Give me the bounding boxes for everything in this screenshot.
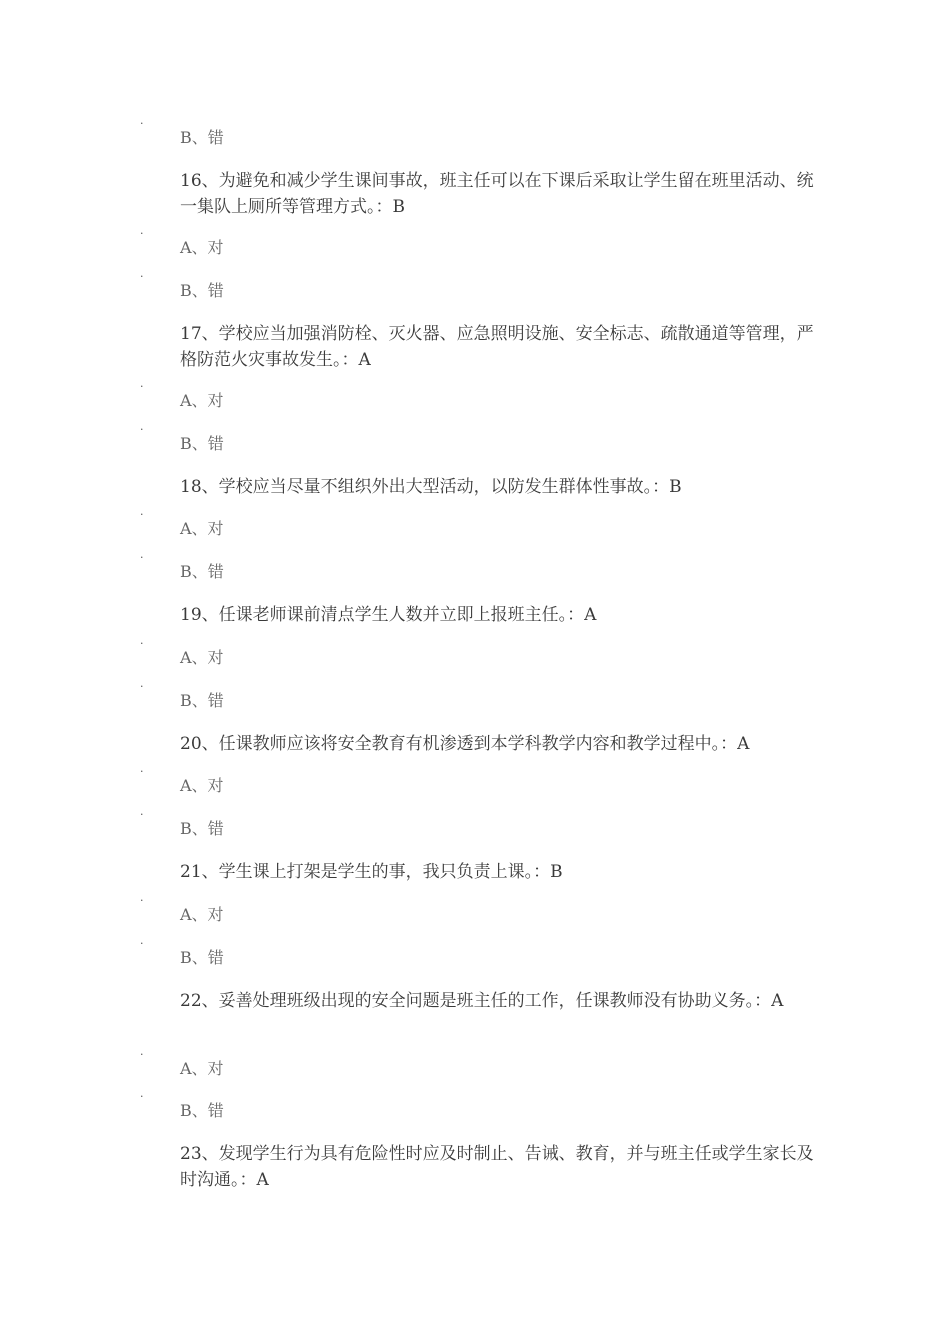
bullet-mark: · [140,1090,144,1103]
option-label: B、错 [180,691,224,710]
option-a-q16[interactable] [140,227,840,262]
bullet-mark: · [140,508,144,521]
bullet-mark: · [140,380,144,393]
option-b-q15[interactable] [140,117,840,152]
bullet-mark: · [140,423,144,436]
option-a-q21[interactable] [140,894,840,929]
option-label: A、对 [180,391,224,410]
question-17: 17、学校应当加强消防栓、灭火器、应急照明设施、安全标志、疏散通道等管理，严格防范火灾事故发生。：A [180,324,814,370]
question-16: 16、为避免和减少学生课间事故，班主任可以在下课后采取让学生留在班里活动、统一集队上厕所等管理方式。：B [180,171,814,217]
question-22: 22、妥善处理班级出现的安全问题是班主任的工作，任课教师没有协助义务。：A [180,991,784,1011]
option-label: B、错 [180,819,224,838]
option-b-q22[interactable] [140,1090,840,1125]
option-label: A、对 [180,905,224,924]
bullet-mark: · [140,1048,144,1061]
option-b-q19[interactable] [140,680,840,715]
bullet-mark: · [140,117,144,130]
option-label: A、对 [180,776,224,795]
option-label: B、错 [180,1101,224,1120]
option-label: A、对 [180,648,224,667]
option-a-q22[interactable] [140,1048,840,1083]
option-label: B、错 [180,281,224,300]
option-b-q17[interactable] [140,423,840,458]
option-a-q18[interactable] [140,508,840,543]
option-b-q16[interactable] [140,270,840,305]
bullet-mark: · [140,637,144,650]
bullet-mark: · [140,765,144,778]
option-label: B、错 [180,128,224,147]
option-a-q19[interactable] [140,637,840,672]
option-label: B、错 [180,434,224,453]
option-label: A、对 [180,519,224,538]
question-23: 23、发现学生行为具有危险性时应及时制止、告诫、教育，并与班主任或学生家长及时沟通。：A [180,1144,814,1190]
option-label: A、对 [180,238,224,257]
option-b-q20[interactable] [140,808,840,843]
option-a-q20[interactable] [140,765,840,800]
question-20: 20、任课教师应该将安全教育有机渗透到本学科教学内容和教学过程中。：A [180,734,750,754]
bullet-mark: · [140,227,144,240]
option-label: B、错 [180,948,224,967]
option-a-q17[interactable] [140,380,840,415]
question-21: 21、学生课上打架是学生的事，我只负责上课。：B [180,862,563,882]
bullet-mark: · [140,894,144,907]
bullet-mark: · [140,270,144,283]
option-b-q18[interactable] [140,551,840,586]
option-b-q21[interactable] [140,937,840,972]
bullet-mark: · [140,551,144,564]
option-label: B、错 [180,562,224,581]
bullet-mark: · [140,680,144,693]
question-18: 18、学校应当尽量不组织外出大型活动，以防发生群体性事故。：B [180,477,682,497]
bullet-mark: · [140,808,144,821]
bullet-mark: · [140,937,144,950]
question-19: 19、任课老师课前清点学生人数并立即上报班主任。：A [180,605,597,625]
option-label: A、对 [180,1059,224,1078]
